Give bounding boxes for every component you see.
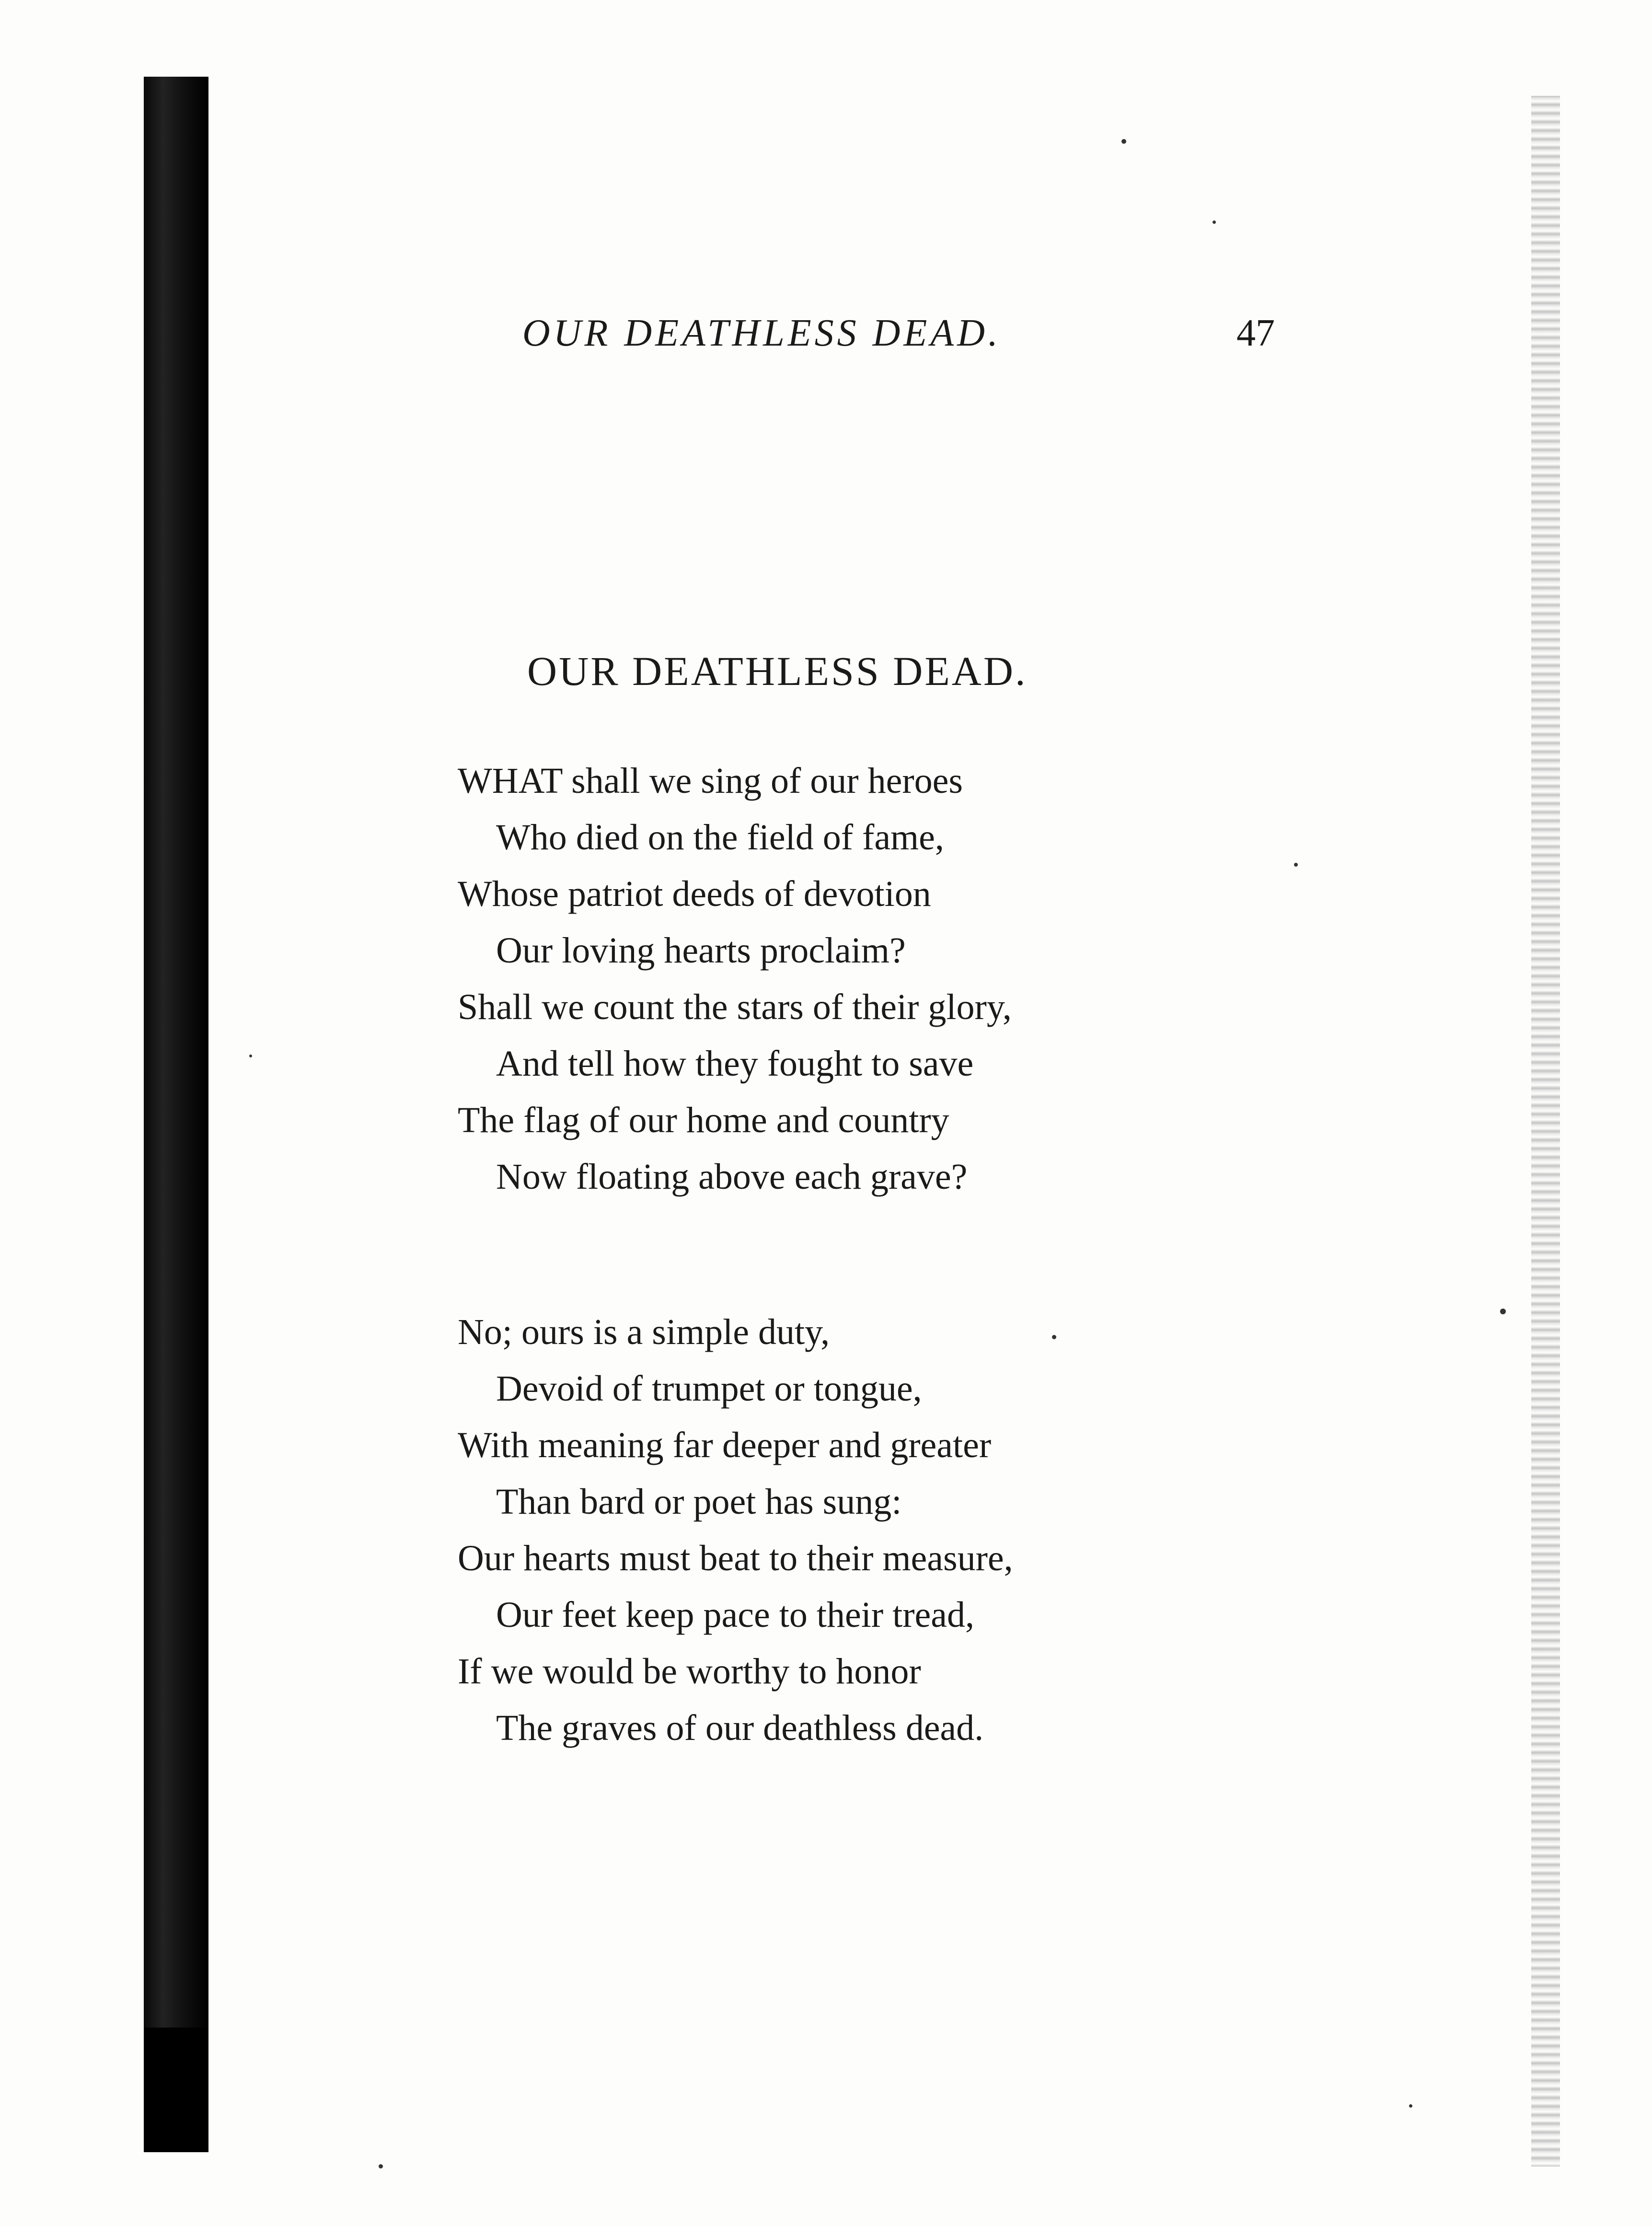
poem-line: WHAT shall we sing of our heroes [458,761,963,801]
poem-line: The flag of our home and country [458,1100,949,1140]
scan-speck [1500,1309,1506,1314]
scan-speck [249,1055,252,1057]
poem-line: Now floating above each grave? [496,1157,968,1197]
poem-line: No; ours is a simple duty, [458,1312,830,1352]
poem-line: Who died on the field of fame, [496,817,944,858]
scan-speck [379,2164,383,2168]
book-binding-shadow [144,77,208,2152]
running-head-title: OUR DEATHLESS DEAD. [522,312,1001,354]
scan-speck [1294,863,1298,867]
scan-speck [1213,220,1216,224]
poem-line: Than bard or poet has sung: [496,1482,902,1522]
poem-line: The graves of our deathless dead. [496,1708,984,1748]
scan-speck [1121,139,1126,144]
page-number: 47 [1236,312,1275,354]
poem-line: Devoid of trumpet or tongue, [496,1368,922,1409]
stanza-1 [458,753,1012,1205]
poem-line: With meaning far deeper and greater [458,1425,992,1465]
poem-line: And tell how they fought to save [496,1043,974,1084]
poem-line: Shall we count the stars of their glory, [458,987,1012,1027]
stanza-2 [458,1304,1013,1756]
poem-title: OUR DEATHLESS DEAD. [527,648,1028,694]
page-edge-texture [1531,96,1560,2167]
poem-line: Our hearts must beat to their measure, [458,1538,1013,1578]
scan-speck [1052,1335,1056,1339]
poem-line: Our loving hearts proclaim? [496,930,906,971]
poem-line: Our feet keep pace to their tread, [496,1595,975,1635]
scan-speck [1409,2104,1412,2108]
poem-line: If we would be worthy to honor [458,1651,921,1692]
poem-line: Whose patriot deeds of devotion [458,874,931,914]
